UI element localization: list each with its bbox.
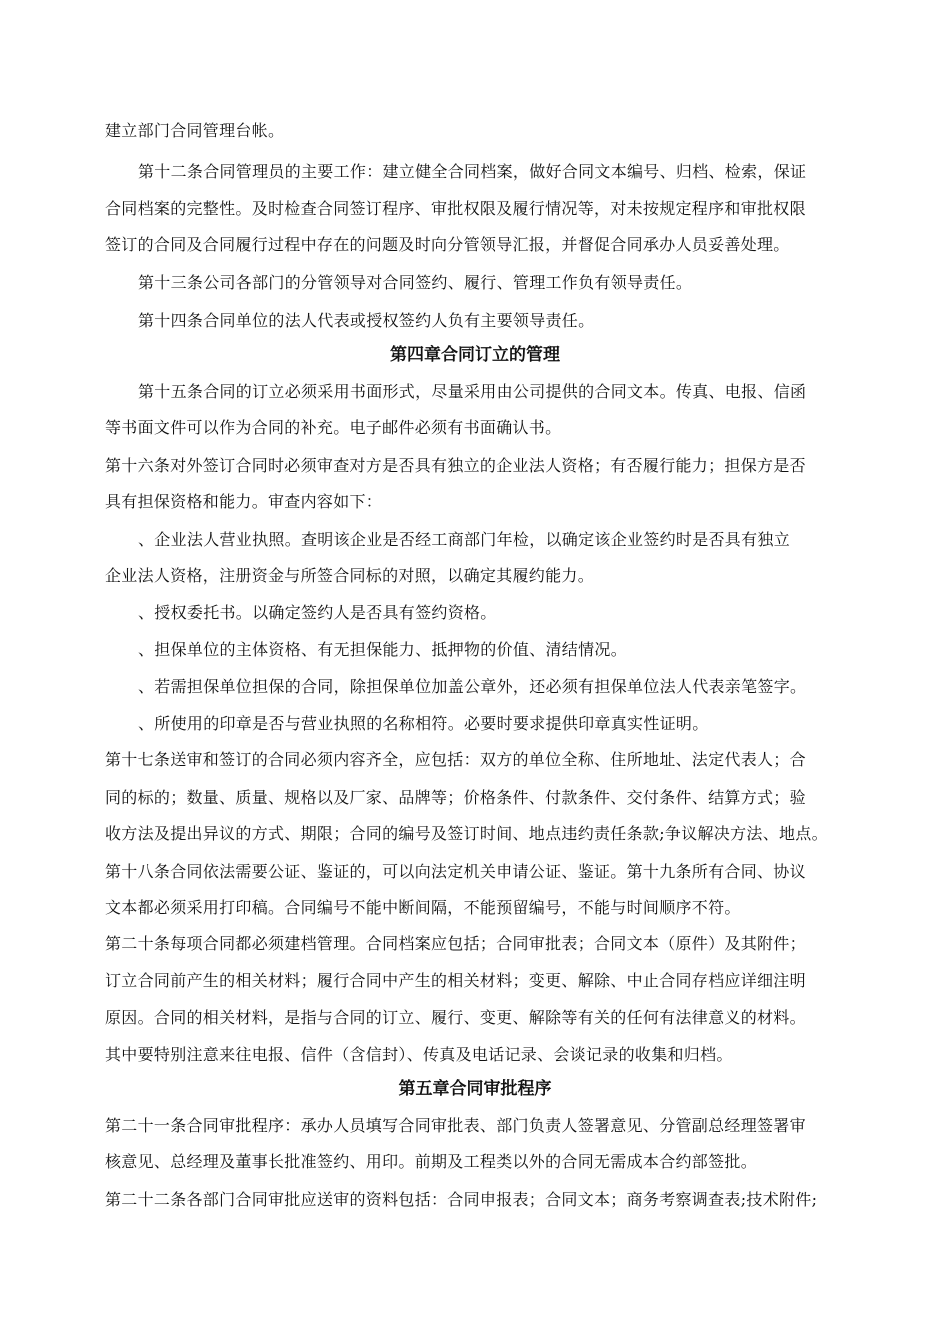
text-line: 核意见、总经理及董事长批准签约、用印。前期及工程类以外的合同无需成本合约部签批。 [105, 1152, 758, 1171]
text-line: 收方法及提出异议的方式、期限；合同的编号及签订时间、地点违约责任条款;争议解决方法、地点。 [105, 824, 828, 843]
text-line: 第十七条送审和签订的合同必须内容齐全，应包括：双方的单位全称、住所地址、法定代表人；合 [105, 750, 806, 769]
text-line: 文本都必须采用打印稿。合同编号不能中断间隔，不能预留编号，不能与时间顺序不符。 [105, 898, 741, 917]
chapter-heading: 第四章合同订立的管理 [390, 345, 560, 365]
text-line: 第二十条每项合同都必须建档管理。合同档案应包括；合同审批表；合同文本（原件）及其附件； [105, 934, 806, 953]
list-item: 、担保单位的主体资格、有无担保能力、抵押物的价值、清结情况。 [138, 640, 628, 659]
text-line: 合同档案的完整性。及时检查合同签订程序、审批权限及履行情况等，对未按规定程序和审批权限 [105, 199, 806, 218]
text-line: 签订的合同及合同履行过程中存在的问题及时向分管领导汇报，并督促合同承办人员妥善处理。 [105, 235, 790, 254]
text-line: 第十三条公司各部门的分管领导对合同签约、履行、管理工作负有领导责任。 [138, 273, 693, 292]
list-item: 、企业法人营业执照。查明该企业是否经工商部门年检，以确定该企业签约时是否具有独立 [138, 530, 791, 549]
text-line: 第十六条对外签订合同时必须审查对方是否具有独立的企业法人资格；有否履行能力；担保方是否 [105, 456, 806, 475]
text-line: 第十五条合同的订立必须采用书面形式，尽量采用由公司提供的合同文本。传真、电报、信函 [138, 382, 807, 401]
text-line: 第十八条合同依法需要公证、鉴证的，可以向法定机关申请公证、鉴证。第十九条所有合同、协议 [105, 862, 806, 881]
text-line: 建立部门合同管理台帐。 [105, 121, 285, 140]
text-line: 订立合同前产生的相关材料；履行合同中产生的相关材料；变更、解除、中止合同存档应详细注明 [105, 971, 806, 990]
text-line: 企业法人资格，注册资金与所签合同标的对照，以确定其履约能力。 [105, 566, 595, 585]
text-line: 同的标的；数量、质量、规格以及厂家、品牌等；价格条件、付款条件、交付条件、结算方式；验 [105, 788, 806, 807]
text-line: 原因。合同的相关材料，是指与合同的订立、履行、变更、解除等有关的任何有法律意义的材料。 [105, 1008, 806, 1027]
text-line: 第二十二条各部门合同审批应送审的资料包括：合同申报表；合同文本；商务考察调查表;技术附件; [105, 1190, 818, 1209]
text-line: 具有担保资格和能力。审查内容如下： [105, 492, 383, 511]
list-item: 、授权委托书。以确定签约人是否具有签约资格。 [138, 603, 497, 622]
text-line: 第二十一条合同审批程序：承办人员填写合同审批表、部门负责人签署意见、分管副总经理签署审 [105, 1116, 806, 1135]
text-line: 其中要特别注意来往电报、信件（含信封）、传真及电话记录、会谈记录的收集和归档。 [105, 1045, 733, 1064]
text-line: 第十二条合同管理员的主要工作：建立健全合同档案，做好合同文本编号、归档、检索，保证 [138, 162, 807, 181]
text-line: 等书面文件可以作为合同的补充。电子邮件必须有书面确认书。 [105, 418, 562, 437]
text-line: 第十四条合同单位的法人代表或授权签约人负有主要领导责任。 [138, 311, 595, 330]
list-item: 、若需担保单位担保的合同，除担保单位加盖公章外，还必须有担保单位法人代表亲笔签字。 [138, 677, 807, 696]
chapter-heading: 第五章合同审批程序 [398, 1079, 552, 1099]
list-item: 、所使用的印章是否与营业执照的名称相符。必要时要求提供印章真实性证明。 [138, 714, 709, 733]
